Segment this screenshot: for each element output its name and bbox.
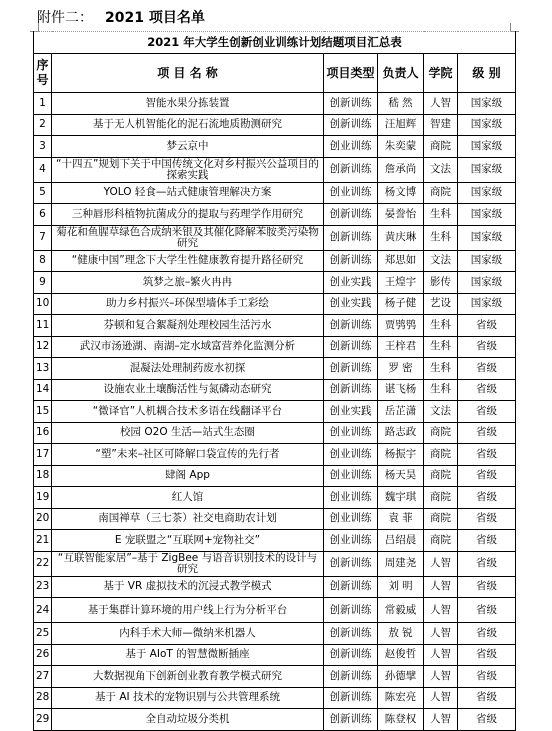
project-name-cell: 大数据视角下创新创业教育教学模式研究 <box>52 666 324 688</box>
table-row <box>34 444 516 466</box>
college-cell: 生科 <box>424 204 458 226</box>
level-cell: 省级 <box>458 508 516 530</box>
project-name-cell: 南国禅草（三七茶）社交电商助农计划 <box>52 508 324 530</box>
project-type-cell: 创新训练 <box>324 204 378 226</box>
project-name-cell: 内科手术大师—微纳米机器人 <box>52 623 324 645</box>
college-cell: 生科 <box>424 358 458 380</box>
college-cell: 人智 <box>424 576 458 598</box>
seq-cell: 13 <box>34 358 52 380</box>
project-name-cell: 全自动垃圾分类机 <box>52 709 324 731</box>
leader-cell: 岳芷潇 <box>378 401 424 423</box>
college-cell: 商院 <box>424 182 458 204</box>
table-row <box>34 358 516 380</box>
table-row <box>34 250 516 272</box>
level-cell: 省级 <box>458 487 516 509</box>
list-title: 2021 项目名单 <box>105 10 205 26</box>
seq-cell: 5 <box>34 182 52 204</box>
table-row <box>34 598 516 623</box>
project-name-cell: 菊花和鱼腥草绿色合成纳米银及其催化降解苯胺类污染物研究 <box>52 225 324 250</box>
project-type-cell: 创新训练 <box>324 336 378 358</box>
project-type-cell: 创新训练 <box>324 93 378 115</box>
seq-cell: 6 <box>34 204 52 226</box>
seq-cell: 9 <box>34 272 52 294</box>
project-name-cell: 三种唇形科植物抗菌成分的提取与药理学作用研究 <box>52 204 324 226</box>
college-cell: 商院 <box>424 487 458 509</box>
level-cell: 省级 <box>458 379 516 401</box>
seq-cell: 14 <box>34 379 52 401</box>
header-name: 项 目 名 称 <box>52 54 324 93</box>
college-cell: 人智 <box>424 623 458 645</box>
level-cell: 省级 <box>458 530 516 552</box>
header-level: 级 别 <box>458 54 516 93</box>
college-cell: 智建 <box>424 114 458 136</box>
seq-cell: 19 <box>34 487 52 509</box>
seq-cell: 1 <box>34 93 52 115</box>
project-name-cell: 基于 VR 虚拟技术的沉浸式教学模式 <box>52 576 324 598</box>
table-row <box>34 225 516 250</box>
project-name-cell: 武汉市汤逊湖、南湖–定水域富营养化监测分析 <box>52 336 324 358</box>
college-cell: 人智 <box>424 644 458 666</box>
project-name-cell: 筑梦之旅–繁火冉冉 <box>52 272 324 294</box>
level-cell: 省级 <box>458 315 516 337</box>
project-name-cell: 基于无人机智能化的泥石流地质勘测研究 <box>52 114 324 136</box>
leader-cell: 黄庆琳 <box>378 225 424 250</box>
seq-cell: 29 <box>34 709 52 731</box>
college-cell: 人智 <box>424 687 458 709</box>
header-seq: 序号 <box>34 54 52 93</box>
table-row <box>34 182 516 204</box>
leader-cell: 路志政 <box>378 422 424 444</box>
college-cell: 生科 <box>424 225 458 250</box>
seq-cell: 2 <box>34 114 52 136</box>
project-name-cell: E 宠联盟之“互联网+宠物社交” <box>52 530 324 552</box>
leader-cell: 陈登权 <box>378 709 424 731</box>
college-cell: 文法 <box>424 401 458 423</box>
table-row <box>34 508 516 530</box>
seq-cell: 26 <box>34 644 52 666</box>
seq-cell: 27 <box>34 666 52 688</box>
leader-cell: 敖 锐 <box>378 623 424 645</box>
project-name-cell: 梦云京中 <box>52 136 324 158</box>
leader-cell: 王煌宇 <box>378 272 424 294</box>
college-cell: 人智 <box>424 598 458 623</box>
project-name-cell: 红人馆 <box>52 487 324 509</box>
table-row <box>34 623 516 645</box>
table-caption: 2021 年大学生创新创业训练计划结题项目汇总表 <box>34 32 516 54</box>
leader-cell: 孙德擘 <box>378 666 424 688</box>
seq-cell: 23 <box>34 576 52 598</box>
college-cell: 人智 <box>424 93 458 115</box>
leader-cell: 常毅威 <box>378 598 424 623</box>
table-row <box>34 487 516 509</box>
seq-cell: 25 <box>34 623 52 645</box>
level-cell: 省级 <box>458 598 516 623</box>
project-type-cell: 创新训练 <box>324 666 378 688</box>
table-row <box>34 379 516 401</box>
leader-cell: 晏誊怡 <box>378 204 424 226</box>
header-type: 项目类型 <box>324 54 378 93</box>
leader-cell: 魏宇琪 <box>378 487 424 509</box>
project-type-cell: 创新训练 <box>324 623 378 645</box>
level-cell: 国家级 <box>458 114 516 136</box>
level-cell: 省级 <box>458 465 516 487</box>
project-type-cell: 创业实践 <box>324 401 378 423</box>
table-row <box>34 93 516 115</box>
level-cell: 国家级 <box>458 182 516 204</box>
project-type-cell: 创业训练 <box>324 465 378 487</box>
project-name-cell: 助力乡村振兴–环保型墙体手工彩绘 <box>52 293 324 315</box>
college-cell: 艺设 <box>424 293 458 315</box>
seq-cell: 11 <box>34 315 52 337</box>
level-cell: 省级 <box>458 666 516 688</box>
seq-cell: 15 <box>34 401 52 423</box>
seq-cell: 17 <box>34 444 52 466</box>
college-cell: 商院 <box>424 465 458 487</box>
seq-cell: 18 <box>34 465 52 487</box>
project-name-cell: 基于 AI 技术的宠物识别与公共管理系统 <box>52 687 324 709</box>
level-cell: 省级 <box>458 336 516 358</box>
project-type-cell: 创业训练 <box>324 182 378 204</box>
table-row <box>34 576 516 598</box>
level-cell: 省级 <box>458 358 516 380</box>
annex-label: 附件二： <box>37 10 93 26</box>
project-type-cell: 创新训练 <box>324 250 378 272</box>
leader-cell: 杨文博 <box>378 182 424 204</box>
seq-cell: 22 <box>34 551 52 576</box>
project-name-cell: “十四五”规划下关于中国传统文化对乡村振兴公益项目的探索实践 <box>52 157 324 182</box>
leader-cell: 赵俊哲 <box>378 644 424 666</box>
level-cell: 国家级 <box>458 157 516 182</box>
leader-cell: 刘 明 <box>378 576 424 598</box>
level-cell: 国家级 <box>458 225 516 250</box>
table-row <box>34 709 516 731</box>
table-row <box>34 401 516 423</box>
leader-cell: 贾鸮鸮 <box>378 315 424 337</box>
project-summary-table <box>33 31 516 731</box>
level-cell: 国家级 <box>458 250 516 272</box>
project-type-cell: 创业实践 <box>324 293 378 315</box>
college-cell: 商院 <box>424 530 458 552</box>
table-row <box>34 293 516 315</box>
project-type-cell: 创新训练 <box>324 358 378 380</box>
table-row <box>34 465 516 487</box>
leader-cell: 汪旭辉 <box>378 114 424 136</box>
leader-cell: 袁 菲 <box>378 508 424 530</box>
project-type-cell: 创新训练 <box>324 644 378 666</box>
leader-cell: 陈宏亮 <box>378 687 424 709</box>
table-row <box>34 204 516 226</box>
level-cell: 省级 <box>458 444 516 466</box>
seq-cell: 8 <box>34 250 52 272</box>
college-cell: 人智 <box>424 551 458 576</box>
college-cell: 商院 <box>424 136 458 158</box>
leader-cell: 郑思如 <box>378 250 424 272</box>
table-row <box>34 551 516 576</box>
project-name-cell: 肆阁 App <box>52 465 324 487</box>
project-type-cell: 创业训练 <box>324 444 378 466</box>
leader-cell: 杨子健 <box>378 293 424 315</box>
leader-cell: 周建尧 <box>378 551 424 576</box>
leader-cell: 杨天昊 <box>378 465 424 487</box>
table-row <box>34 336 516 358</box>
level-cell: 省级 <box>458 401 516 423</box>
level-cell: 国家级 <box>458 293 516 315</box>
level-cell: 省级 <box>458 644 516 666</box>
table-row <box>34 666 516 688</box>
seq-cell: 10 <box>34 293 52 315</box>
table-row <box>34 530 516 552</box>
table-row <box>34 687 516 709</box>
page-heading <box>37 7 205 27</box>
college-cell: 生科 <box>424 315 458 337</box>
seq-cell: 3 <box>34 136 52 158</box>
project-name-cell: 芬顿和复合絮凝剂处理校园生活污水 <box>52 315 324 337</box>
project-type-cell: 创新训练 <box>324 114 378 136</box>
level-cell: 省级 <box>458 576 516 598</box>
level-cell: 国家级 <box>458 204 516 226</box>
project-type-cell: 创业训练 <box>324 422 378 444</box>
project-type-cell: 创业训练 <box>324 508 378 530</box>
project-name-cell: 校园 O2O 生活—站式生态圈 <box>52 422 324 444</box>
project-type-cell: 创业训练 <box>324 487 378 509</box>
college-cell: 商院 <box>424 508 458 530</box>
college-cell: 商院 <box>424 422 458 444</box>
college-cell: 生科 <box>424 379 458 401</box>
project-type-cell: 创业训练 <box>324 530 378 552</box>
project-name-cell: “微译官”人机耦合技术多语在线翻译平台 <box>52 401 324 423</box>
seq-cell: 24 <box>34 598 52 623</box>
project-name-cell: 设施农业土壤酶活性与氮磷动态研究 <box>52 379 324 401</box>
table-row <box>34 136 516 158</box>
level-cell: 国家级 <box>458 136 516 158</box>
seq-cell: 16 <box>34 422 52 444</box>
college-cell: 生科 <box>424 336 458 358</box>
college-cell: 影传 <box>424 272 458 294</box>
project-type-cell: 创新训练 <box>324 576 378 598</box>
project-name-cell: “互联智能家居”–基于 ZigBee 与语音识别技术的设计与研究 <box>52 551 324 576</box>
project-type-cell: 创新训练 <box>324 157 378 182</box>
seq-cell: 4 <box>34 157 52 182</box>
leader-cell: 罗 密 <box>378 358 424 380</box>
project-name-cell: 基于集群计算环境的用户线上行为分析平台 <box>52 598 324 623</box>
leader-cell: 谌飞杨 <box>378 379 424 401</box>
project-type-cell: 创新训练 <box>324 551 378 576</box>
level-cell: 省级 <box>458 422 516 444</box>
college-cell: 人智 <box>424 709 458 731</box>
table-row <box>34 315 516 337</box>
college-cell: 商院 <box>424 444 458 466</box>
seq-cell: 12 <box>34 336 52 358</box>
leader-cell: 嵇 然 <box>378 93 424 115</box>
project-type-cell: 创新训练 <box>324 687 378 709</box>
project-name-cell: “塑”未来–社区可降解口袋宣传的先行者 <box>52 444 324 466</box>
table-row <box>34 272 516 294</box>
table-row <box>34 422 516 444</box>
leader-cell: 杨振宇 <box>378 444 424 466</box>
leader-cell: 吕绍晨 <box>378 530 424 552</box>
level-cell: 国家级 <box>458 93 516 115</box>
project-name-cell: 混凝法处理制药废水初探 <box>52 358 324 380</box>
seq-cell: 28 <box>34 687 52 709</box>
leader-cell: 王梓君 <box>378 336 424 358</box>
project-name-cell: 智能水果分拣装置 <box>52 93 324 115</box>
project-type-cell: 创业实践 <box>324 272 378 294</box>
project-name-cell: 基于 AIoT 的智慧微断插座 <box>52 644 324 666</box>
project-name-cell: “健康中国”理念下大学生性健康教育提升路径研究 <box>52 250 324 272</box>
project-name-cell: YOLO 轻食—站式健康管理解决方案 <box>52 182 324 204</box>
project-type-cell: 创新训练 <box>324 225 378 250</box>
table-row <box>34 644 516 666</box>
seq-cell: 21 <box>34 530 52 552</box>
header-leader: 负责人 <box>378 54 424 93</box>
seq-cell: 7 <box>34 225 52 250</box>
table-row <box>34 157 516 182</box>
college-cell: 文法 <box>424 157 458 182</box>
level-cell: 省级 <box>458 551 516 576</box>
seq-cell: 20 <box>34 508 52 530</box>
leader-cell: 朱奕蒙 <box>378 136 424 158</box>
college-cell: 文法 <box>424 250 458 272</box>
project-type-cell: 创新训练 <box>324 315 378 337</box>
level-cell: 省级 <box>458 709 516 731</box>
level-cell: 国家级 <box>458 272 516 294</box>
header-college: 学院 <box>424 54 458 93</box>
college-cell: 人智 <box>424 666 458 688</box>
project-type-cell: 创业训练 <box>324 136 378 158</box>
project-type-cell: 创新训练 <box>324 709 378 731</box>
table-row <box>34 114 516 136</box>
project-type-cell: 创新训练 <box>324 379 378 401</box>
level-cell: 省级 <box>458 623 516 645</box>
level-cell: 省级 <box>458 687 516 709</box>
project-type-cell: 创新训练 <box>324 598 378 623</box>
leader-cell: 詹承尚 <box>378 157 424 182</box>
